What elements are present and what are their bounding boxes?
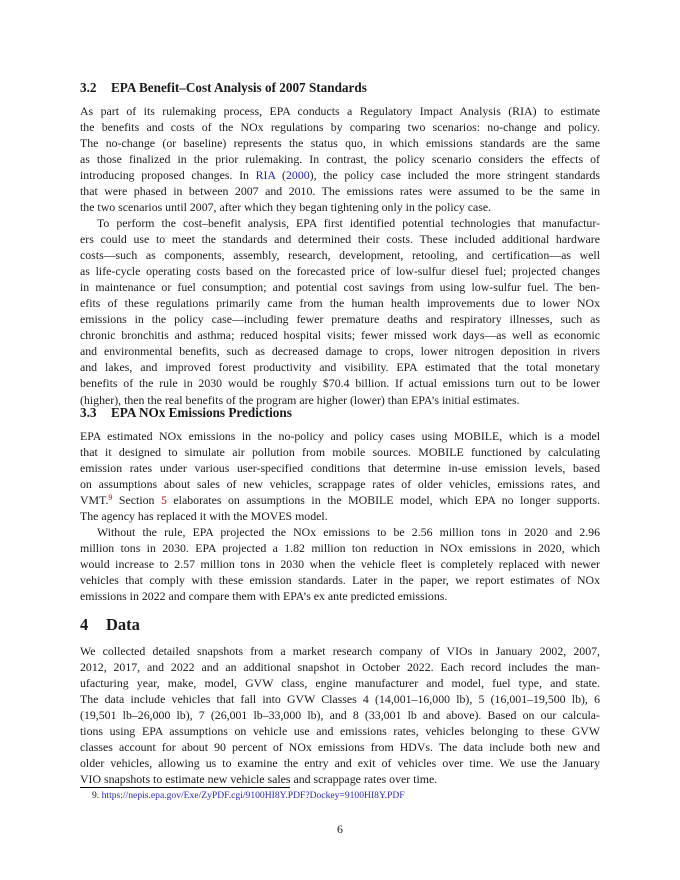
text-line: that were phased in between 2007 and 2010. The emissions rates were assumed to be the same in: [80, 184, 600, 199]
text-line: classes account for about 90 percent of NOx emissions from HDVs. The data include both new and: [80, 740, 600, 755]
section-number: 3.2: [80, 80, 97, 95]
section-number: 3.3: [80, 405, 97, 420]
text-line: ufacturing year, make, model, GVW class, engine manufacturer and model, fuel type, and state.: [80, 676, 600, 691]
text-line: emissions in 2022 and compare them with EPA’s ex ante predicted emissions.: [80, 589, 448, 604]
text-line: vehicles that comply with these emission standards. Later in the paper, we report estimates of NOx: [80, 573, 600, 588]
page-number: 6: [337, 822, 343, 836]
text-line: as those finalized in the prior rulemaking. In contrast, the policy scenario considers the effects of: [80, 152, 600, 167]
text-line: [80, 167, 600, 183]
section-number: 4: [80, 615, 89, 634]
footnote-9: [92, 790, 405, 801]
paragraph-3-3-1: [80, 428, 600, 524]
text-line: The no-change (or baseline) represents the status quo, in which emissions standards are the same: [80, 136, 600, 151]
text-line: and environmental benefits, such as decreased damage to crops, lower nitrogen deposition in rivers: [80, 344, 600, 359]
text-line: emissions in the policy case—including fewer premature deaths and respiratory illnesses, such as: [80, 312, 600, 327]
text-line: Without the rule, EPA projected the NOx emissions to be 2.56 million tons in 2020 and 2.96: [97, 525, 600, 539]
text-line: 2012, 2017, and 2022 and an additional snapshot in October 2022. Each record includes the man-: [80, 660, 600, 675]
text-line: benefits of the rule in 2030 would be roughly $70.4 billion. If actual emissions turn out to be lower: [80, 376, 600, 391]
text-line: as life-cycle operating costs based on the forecasted price of low-sulfur diesel fuel; projected changes: [80, 264, 600, 279]
text-segment: (: [275, 168, 286, 183]
text-line: (higher), then the real benefits of the program are higher (lower) than EPA’s initial estimates.: [80, 392, 520, 407]
section-title: EPA NOx Emissions Predictions: [111, 405, 292, 420]
text-line: We collected detailed snapshots from a market research company of VIOs in January 2002, 2007,: [80, 644, 600, 658]
text-segment: elaborates on assumptions in the MOBILE model, which EPA no longer supports.: [166, 493, 600, 508]
text-line: [80, 492, 600, 508]
paragraph-3-3-2: [80, 524, 600, 604]
paragraph-4-1: [80, 643, 600, 787]
text-line: tions using EPA assumptions on vehicle use and emissions rates, vehicles belonging to these GVW: [80, 724, 600, 739]
text-line: the two scenarios until 2007, after which they began tightening only in the policy case.: [80, 200, 492, 215]
text-line: efits of these regulations primarily came from the human health improvements due to lower NOx: [80, 296, 600, 311]
paragraph-3-2-2: [80, 215, 600, 408]
text-segment: VMT.: [80, 493, 109, 508]
footnote-divider: [80, 787, 290, 788]
section-heading-4: [80, 615, 140, 635]
text-line: The data include vehicles that fall into GVW Classes 4 (14,001–16,000 lb), 5 (16,001–19,500 lb), 6: [80, 692, 600, 707]
text-line: chronic bronchitis and asthma; reduced hospital visits; fewer missed work days—as well as economic: [80, 328, 600, 343]
text-line: emission rates under various user-specified conditions that determine in-use emission levels, based: [80, 461, 600, 476]
section-ref-link[interactable]: 5: [160, 493, 167, 508]
footnote-marker[interactable]: 9: [108, 493, 113, 503]
text-line: EPA estimated NOx emissions in the no-policy and policy cases using MOBILE, which is a model: [80, 429, 600, 443]
text-line: million tons in 2030. EPA projected a 1.82 million ton reduction in NOx emissions in 2020, which: [80, 541, 600, 556]
text-line: the benefits and costs of the NOx regulations by comparing two scenarios: no-change and policy.: [80, 120, 600, 135]
paragraph-3-2-1: [80, 103, 600, 215]
text-line: older vehicles, allowing us to examine the entry and exit of vehicles over time. We use the January: [80, 756, 600, 771]
text-segment: ), the policy case included the more stringent standards: [309, 168, 601, 183]
text-line: As part of its rulemaking process, EPA conducts a Regulatory Impact Analysis (RIA) to estimate: [80, 104, 600, 118]
text-segment: Section: [112, 493, 161, 508]
citation-link-2000[interactable]: 2000: [285, 168, 310, 183]
section-heading-3-3: [80, 405, 292, 421]
text-line: To perform the cost–benefit analysis, EPA first identified potential technologies that manufactur-: [97, 216, 600, 230]
text-line: The agency has replaced it with the MOVES model.: [80, 509, 328, 524]
text-line: would increase to 2.57 million tons in 2030 when the vehicle fleet is completely replaced with newer: [80, 557, 600, 572]
section-title: Data: [106, 615, 140, 634]
text-line: that it designed to simulate air pollution from mobile sources. MOBILE functioned by calculating: [80, 445, 600, 460]
text-line: and lakes, and improved forest productivity and visibility. EPA estimated that the total monetary: [80, 360, 600, 375]
text-line: on assumptions about sales of new vehicles, scrappage rates of older vehicles, emissions rates, and: [80, 477, 600, 492]
text-line: costs—such as components, assembly, research, development, retooling, and certification—as well: [80, 248, 600, 263]
text-segment: introducing proposed changes. In: [80, 168, 256, 183]
citation-link-ria[interactable]: RIA: [255, 168, 276, 183]
text-line: (19,501 lb–26,000 lb), 7 (26,001 lb–33,000 lb), and 8 (33,001 lb and above). Based on our calcula-: [80, 708, 600, 723]
section-heading-3-2: [80, 80, 367, 96]
section-title: EPA Benefit–Cost Analysis of 2007 Standards: [111, 80, 367, 95]
footnote-number: 9.: [92, 790, 100, 801]
text-line: VIO snapshots to estimate new vehicle sales and scrappage rates over time.: [80, 772, 438, 787]
footnote-url-link[interactable]: https://nepis.epa.gov/Exe/ZyPDF.cgi/9100HI8Y.PDF?Dockey=9100HI8Y.PDF: [101, 790, 405, 801]
text-line: ers could use to meet the standards and determined their costs. These included additional hardware: [80, 232, 600, 247]
text-line: in maintenance or fuel consumption; and potential cost savings from using low-sulfur fuel. The ben-: [80, 280, 600, 295]
